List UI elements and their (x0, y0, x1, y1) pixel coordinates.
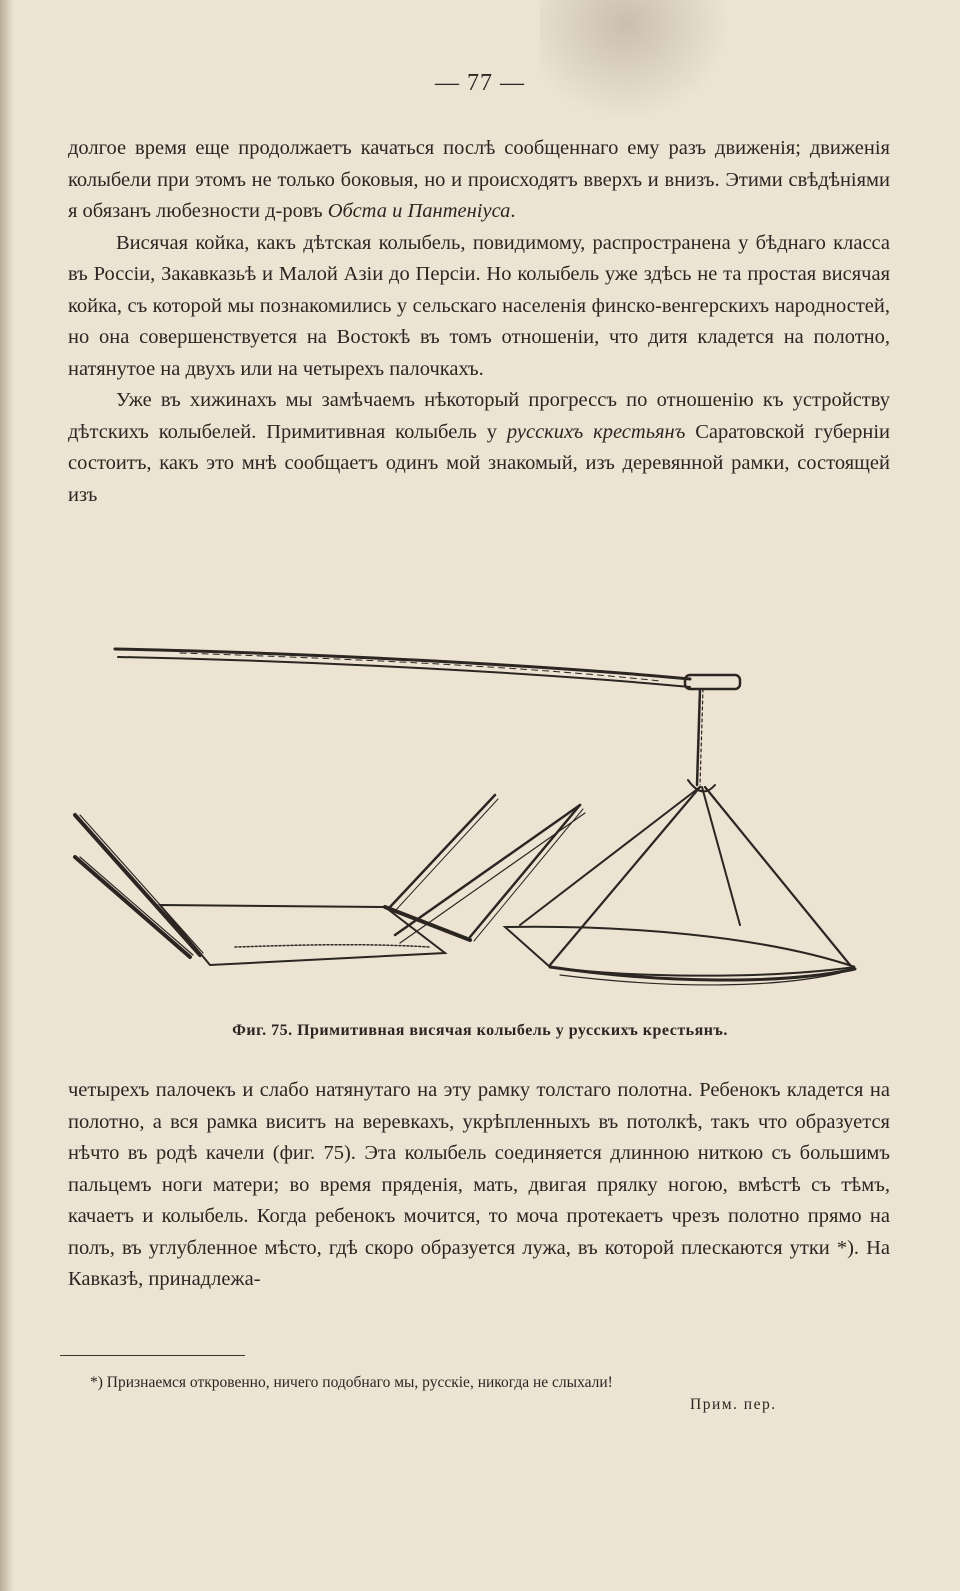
page-binding-edge (0, 0, 14, 1591)
paragraph-3 (68, 385, 890, 511)
russian-peasants-italic: русскихъ крестьянъ (506, 420, 686, 443)
paragraph-4: четырехъ палочекъ и слабо натянутаго на эту рамку толстаго полотна. Ребенокъ кладется на полотно, а вся рамка виситъ на веревкахъ, укрѣпленныхъ въ потолкѣ, такъ что образуется нѣчто въ родѣ качели (фиг. 75). Эта колыбель соединяется длинною ниткою съ большимъ пальцемъ ноги матери; во время пряденія, мать, двигая прялку ногою, вмѣстѣ съ тѣмъ, качаетъ и колыбель. Когда ребенокъ мочится, то моча протекаетъ чрезъ полотно прямо на полъ, въ углубленное мѣсто, гдѣ скоро образуется лужа, въ которой плескаются утки *). На Кавказѣ, принадлежа- (68, 1079, 890, 1290)
paragraph-2: Висячая койка, какъ дѣтская колыбель, повидимому, распространена у бѣднаго класса въ Россіи, Закавказьѣ и Малой Азіи до Персіи. Но колыбель уже здѣсь не та простая висячая койка, съ которой мы познакомились у сельскаго населенія финско-венгерскихъ народностей, но она совершенствуется на Востокѣ въ томъ отношеніи, что дитя кладется на полотно, натянутое на двухъ или на четырехъ палочкахъ. (68, 231, 890, 380)
footnote: *) Признаемся откровенно, ничего подобнаго мы, русскіе, никогда не слыхали! (90, 1374, 613, 1391)
paper-stain (540, 0, 730, 120)
paragraph-1-end: . (510, 200, 516, 222)
paragraph-3-text: Уже въ хижинахъ мы замѣчаемъ нѣкоторый прогрессъ по отношенію къ устройству дѣтскихъ колыбелей. Примитивная колыбель у (68, 389, 890, 443)
paragraph-3-end: Саратовской губерніи состоитъ, какъ это мнѣ сообщаетъ одинъ мой знакомый, изъ деревянной рамки, состоящей изъ (68, 420, 890, 506)
cradle-illustration (60, 635, 890, 1000)
paragraph-1-text: долгое время еще продолжаетъ качаться послѣ сообщеннаго ему разъ движенія; движенія колыбели при этомъ не только боковыя, но и происходятъ вверхъ и внизъ. Этими свѣдѣніями я обязанъ любезности д-ровъ (68, 137, 890, 222)
bottom-text-block (68, 1075, 890, 1296)
doctors-names: Обста и Пантеніуса (327, 200, 511, 222)
page-number: — 77 — (435, 70, 525, 96)
top-text-block (68, 133, 890, 511)
paragraph-1 (68, 133, 890, 228)
footnote-rule (60, 1355, 245, 1356)
footnote-signature: Прим. пер. (690, 1396, 777, 1413)
figure-caption: Фиг. 75. Примитивная висячая колыбель у русскихъ крестьянъ. (232, 1022, 728, 1039)
